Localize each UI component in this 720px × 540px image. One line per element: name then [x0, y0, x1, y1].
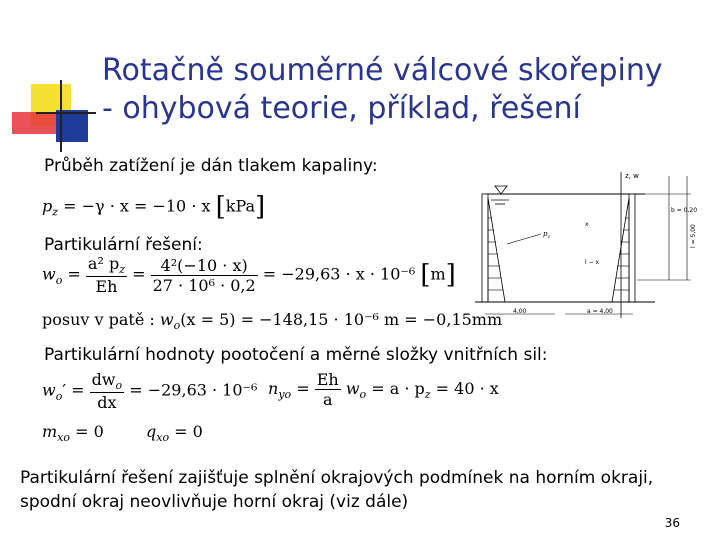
qx-eq-lhs-sub: xo	[156, 431, 170, 445]
diagram-label-p-sub: z	[547, 234, 551, 240]
ny-eq-result-sub: z	[424, 388, 431, 402]
mx-equation	[42, 422, 104, 444]
rot-frac-num-sub: o	[115, 379, 123, 393]
diagram-label-l: l = 5,00	[690, 224, 697, 248]
diagram-label-b: b = 0,20	[671, 207, 698, 214]
wo-eq-frac2	[151, 256, 258, 295]
wo-frac1-num: a² p	[87, 254, 120, 273]
ny-eq-result: = a · p	[371, 379, 425, 398]
svg-text:pz	[543, 230, 550, 240]
wo-eq-frac1	[86, 254, 127, 296]
qx-eq-lhs: q	[146, 422, 157, 441]
qx-equation	[146, 422, 203, 444]
load-text: Průběh zatížení je dán tlakem kapaliny:	[44, 156, 378, 176]
diagram-label-lx: l − x	[585, 259, 600, 266]
ny-eq-frac	[315, 370, 341, 409]
logo-horizontal-line	[36, 112, 96, 114]
diagram-label-left-width: 4,00	[513, 308, 527, 315]
load-eq-rhs: = −γ · x = −10 · x	[63, 196, 211, 216]
conclusion-line-1: Partikulární řešení zajišťuje splnění okrajových podmínek na horním okraji,	[20, 468, 654, 488]
ny-eq-result2: = 40 · x	[435, 379, 499, 398]
posuv-equation	[42, 310, 502, 332]
wo-frac1-den: Eh	[95, 277, 118, 297]
ny-eq-mid: w	[345, 379, 360, 398]
posuv-result: = −148,15 · 10⁻⁶ m = −0,15mm	[240, 310, 503, 329]
ny-eq-lhs-sub: yo	[278, 388, 292, 402]
load-equation: $p_z = -\gamma \cdot x = -10 \cdot x$ [kPa]	[42, 192, 266, 222]
mx-eq-lhs: m	[42, 422, 58, 441]
ny-eq-mid-sub: o	[359, 388, 367, 402]
wo-frac1-num-sub: z	[119, 263, 125, 277]
qx-eq-rhs: = 0	[174, 422, 203, 441]
tank-diagram	[455, 168, 710, 328]
wo-eq-unit: m	[430, 264, 446, 284]
title-line-1: Rotačně souměrné válcové skořepiny	[102, 53, 663, 88]
wo-equation: $w_o$ = $\frac{a^2 p_z}{Eh}$ = $\frac{\text{4²(−10 · x)}}{\text{27 · 10⁶ · 0,2}}$ = −29,63 · x · 10⁻⁶ [m]	[42, 254, 456, 297]
ny-equation: $n_{yo}$ = $\frac{Eh}{a}$ $w_o = a \cdot p_z = 40 \cdot x$	[268, 370, 499, 409]
posuv-expr: w	[159, 310, 174, 329]
diagram-label-x: x	[585, 221, 589, 228]
rot-frac-den: dx	[97, 393, 117, 413]
wo-eq-lhs-sub: o	[55, 273, 63, 287]
logo-vertical-line	[60, 80, 62, 152]
ny-eq-lhs: n	[268, 379, 279, 398]
title-line-2: - ohybová teorie, příklad, řešení	[102, 91, 581, 126]
rotation-equation: $w_o'$ = $\frac{dw_o}{dx}$ = −29,63 · 10⁻⁶	[42, 370, 258, 413]
ny-frac-num: Eh	[316, 370, 339, 389]
slide-title	[102, 52, 663, 128]
rot-eq-frac	[90, 370, 125, 412]
particular-heading: Partikulární řešení:	[44, 235, 203, 255]
diagram-label-p: p	[543, 230, 548, 238]
rotation-heading: Partikulární hodnoty pootočení a měrné složky vnitřních sil:	[44, 345, 548, 365]
mx-eq-rhs: = 0	[75, 422, 104, 441]
load-eq-lhs: p	[42, 196, 53, 216]
posuv-expr-sub: o	[173, 319, 181, 333]
conclusion-line-2: spodní okraj neovlivňuje horní okraj (viz dále)	[20, 492, 409, 512]
wo-frac2-num: 4²(−10 · x)	[151, 256, 258, 276]
diagram-label-top: z, w	[625, 172, 639, 180]
load-eq-unit: kPa	[225, 196, 256, 216]
diagram-label-right-width: a = 4,00	[587, 308, 613, 315]
logo-square-red	[12, 112, 56, 134]
wo-eq-lhs: w	[42, 264, 56, 284]
posuv-label: posuv v patě :	[42, 310, 155, 329]
page-number: 36	[664, 516, 680, 530]
wo-eq-result: = −29,63 · x · 10⁻⁶	[262, 264, 416, 284]
mx-eq-lhs-sub: xo	[57, 431, 70, 445]
wo-frac2-den: 27 · 10⁶ · 0,2	[152, 275, 256, 295]
rot-frac-num: dw	[91, 370, 116, 389]
conclusion	[20, 466, 710, 514]
ny-frac-den: a	[322, 390, 333, 409]
posuv-arg: (x = 5)	[180, 310, 236, 329]
rot-eq-lhs: w	[42, 380, 56, 400]
load-eq-lhs-sub: z	[52, 205, 59, 219]
rot-eq-prime: ′	[62, 380, 66, 400]
rot-eq-result: = −29,63 · 10⁻⁶	[129, 380, 258, 400]
rot-eq-lhs-sub: o	[55, 389, 63, 403]
